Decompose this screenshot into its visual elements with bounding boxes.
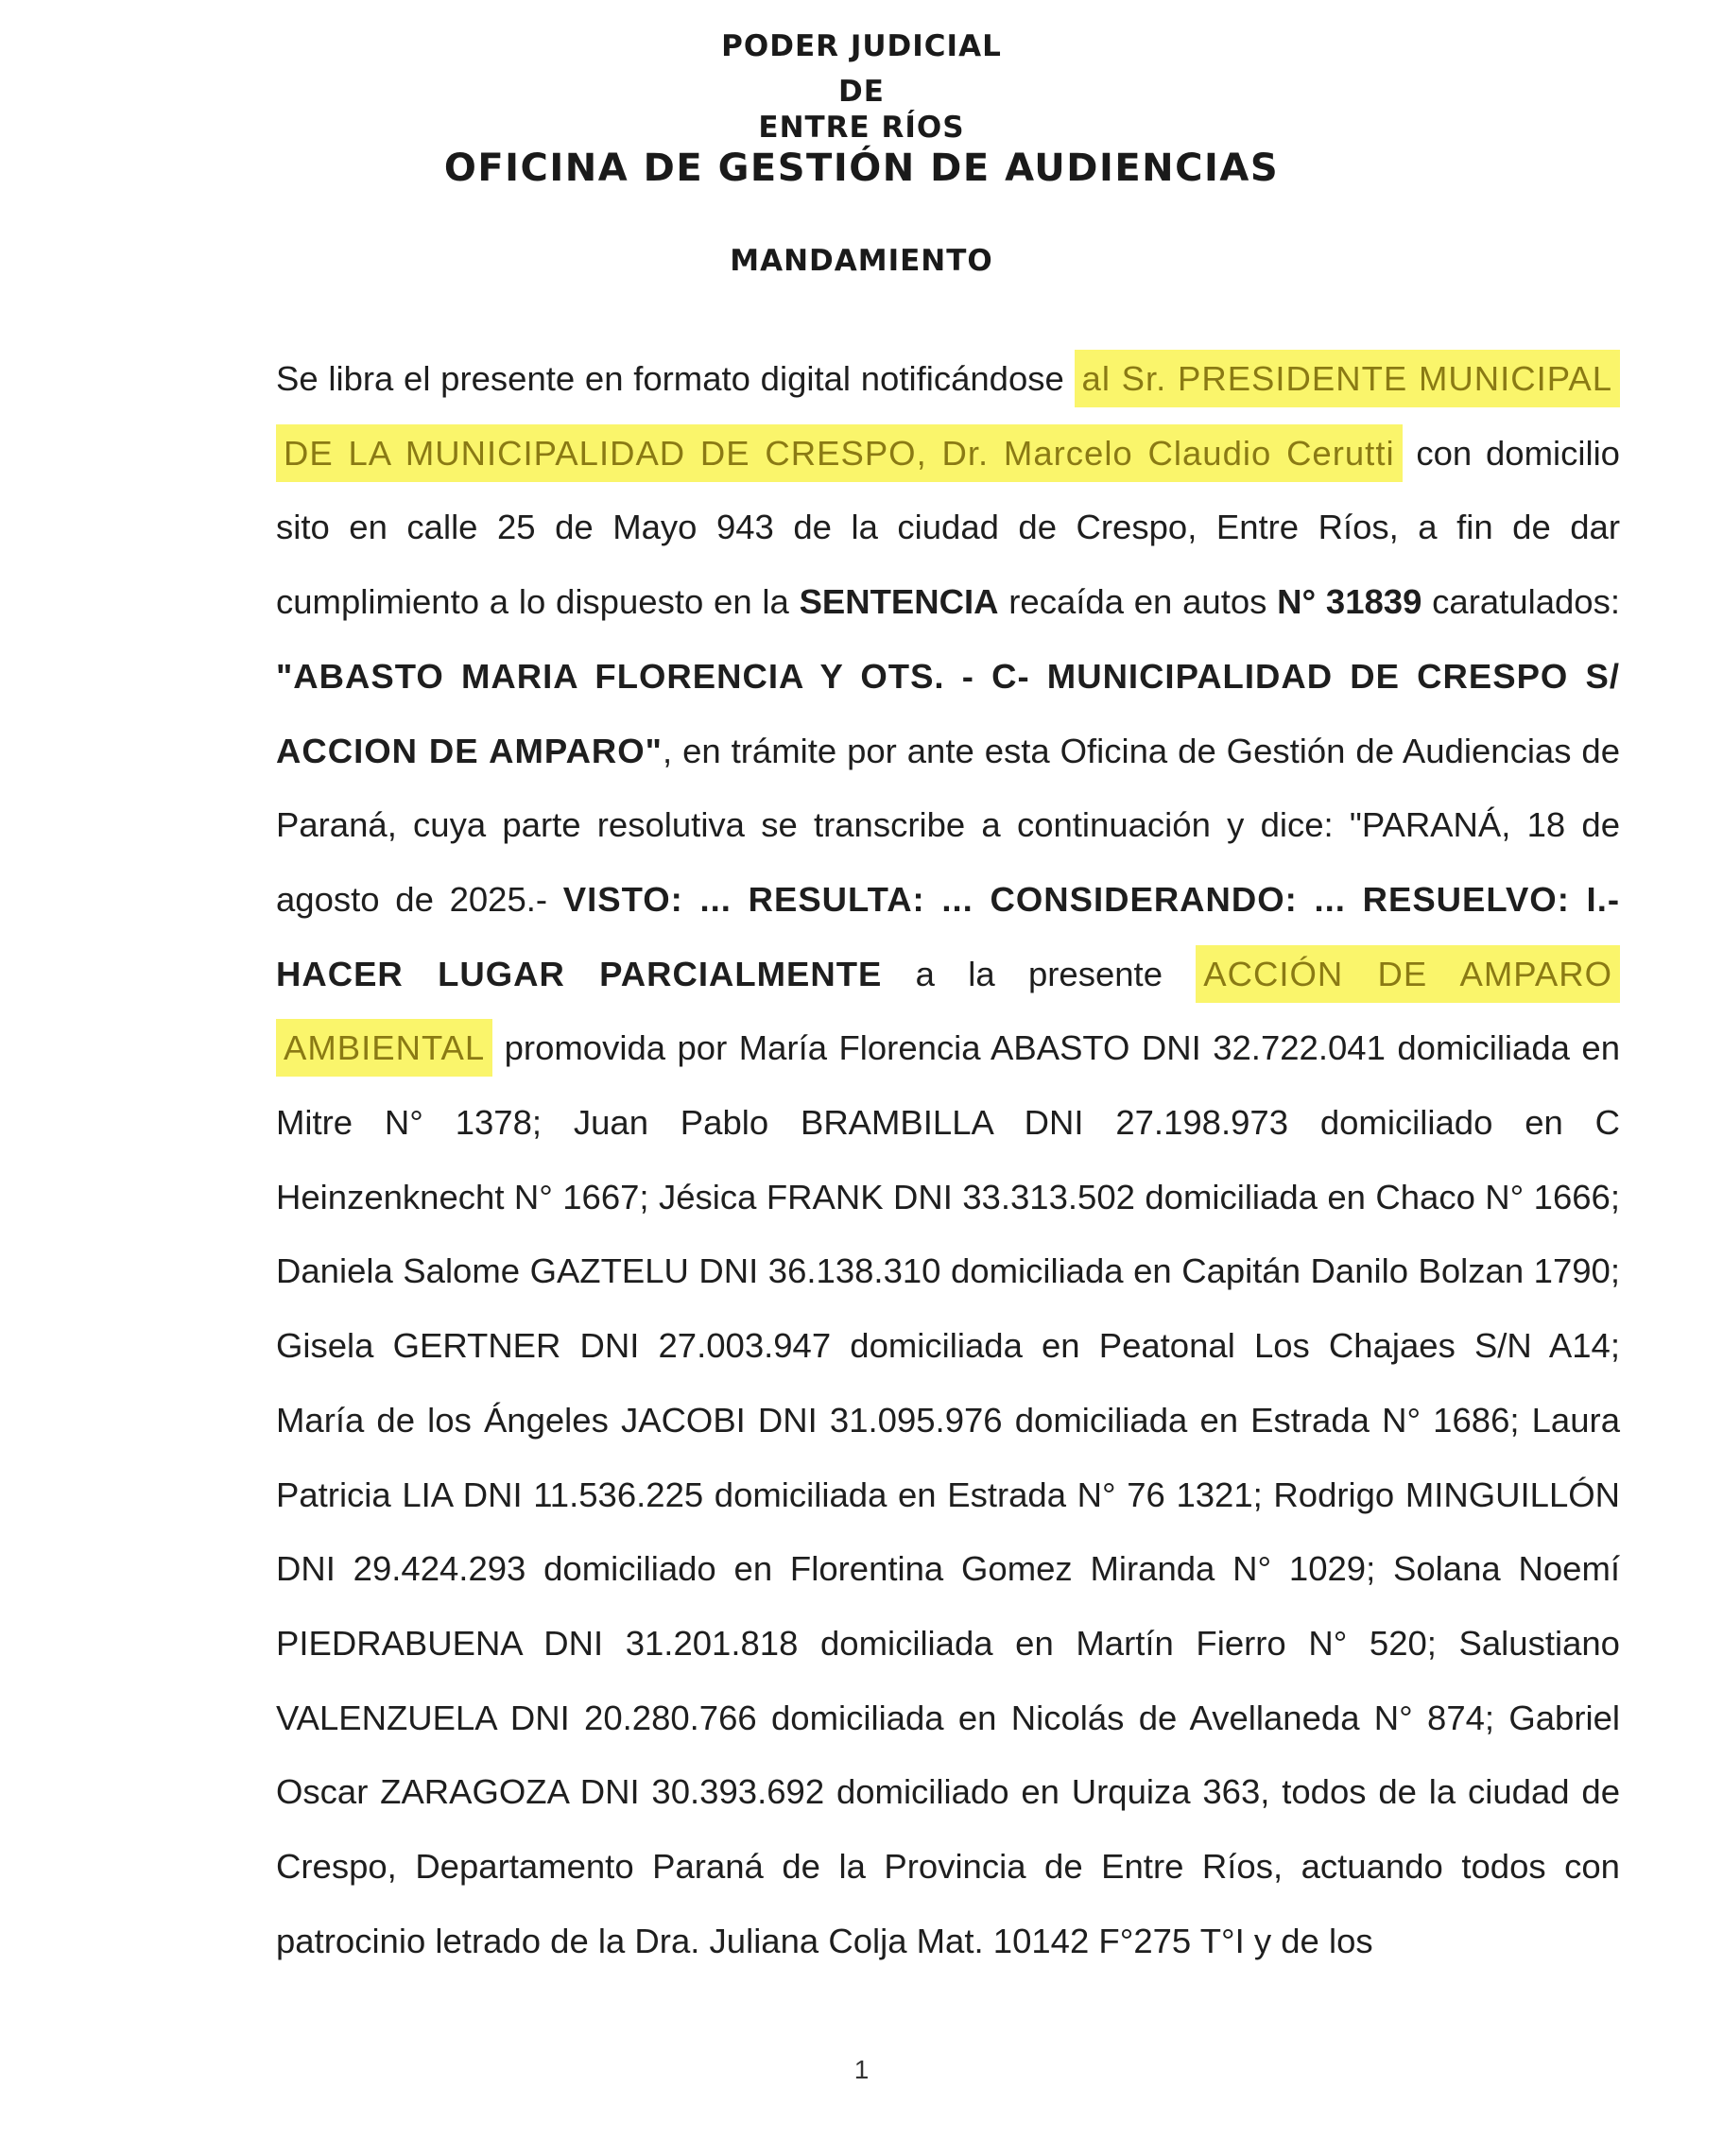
bold-resolution-headings: VISTO: ... RESULTA: ... CONSIDERANDO: ... RESUELVO: I.- HACER LUGAR PARCIALMENTE bbox=[276, 879, 1620, 993]
bold-case-title: "ABASTO MARIA FLORENCIA Y OTS. - C- MUNICIPALIDAD DE CRESPO S/ ACCION DE AMPARO" bbox=[276, 656, 1620, 770]
body-text-segment: con domicilio sito en calle 25 de Mayo 943 de la ciudad de Crespo, Entre Ríos, a fin de dar cumplimiento a lo dispuesto en la bbox=[276, 433, 1620, 622]
header-office-name: OFICINA DE GESTIÓN DE AUDIENCIAS bbox=[443, 147, 1280, 190]
document-body bbox=[276, 342, 1620, 1978]
header-line-poder-judicial: PODER JUDICIAL bbox=[721, 29, 1002, 63]
page-number: 1 bbox=[853, 2055, 870, 2084]
bold-case-number: N° 31839 bbox=[1277, 582, 1422, 622]
document-title: MANDAMIENTO bbox=[730, 244, 993, 278]
body-text-segment: recaída en autos bbox=[998, 582, 1278, 622]
body-text-segment: promovida por María Florencia ABASTO DNI 32.722.041 domiciliada en Mitre N° 1378; Juan Pablo BRAMBILLA DNI 27.198.973 domiciliado en C Heinzenknecht N° 1667; Jésica FRANK DNI 33.313.502 domiciliada en Chaco N° 1666; Daniela Salome GAZTELU DNI 36.138.310 domiciliada en Capitán Danilo Bolzan 1790; Gisela GERTNER DNI 27.003.947 domiciliada en Peatonal Los Chajaes S/N A14; María de los Ángeles JACOBI DNI 31.095.976 domiciliada en Estrada N° 1686; Laura Patricia LIA DNI 11.536.225 domiciliada en Estrada N° 76 1321; Rodrigo MINGUILLÓN DNI 29.424.293 domiciliado en Florentina Gomez Miranda N° 1029; Solana Noemí PIEDRABUENA DNI 31.201.818 domiciliada en Martín Fierro N° 520; Salustiano VALENZUELA DNI 20.280.766 domiciliada en Nicolás de Avellaneda N° 874; Gabriel Oscar ZARAGOZA DNI 30.393.692 domiciliado en Urquiza 363, todos de la ciudad de Crespo, Departamento Paraná de la Provincia de Entre Ríos, actuando todos con patrocinio letrado de la Dra. Juliana Colja Mat. 10142 F°275 T°I y de los bbox=[276, 1028, 1620, 1960]
body-text-segment: caratulados: bbox=[1421, 582, 1620, 622]
body-paragraph bbox=[276, 342, 1620, 1978]
body-text-segment: , en trámite por ante esta Oficina de Gestión de Audiencias de Paraná, cuya parte resolutiva se transcribe a continuación y dice: "PARANÁ, 18 de agosto de 2025.- bbox=[276, 731, 1621, 919]
header-line-de: DE bbox=[838, 75, 885, 109]
header-line-entre-rios: ENTRE RÍOS bbox=[758, 111, 965, 145]
bold-sentencia: SENTENCIA bbox=[799, 582, 999, 622]
highlighted-action-type: ACCIÓN DE AMPARO AMBIENTAL bbox=[276, 945, 1620, 1078]
body-text-segment: a la presente bbox=[882, 954, 1197, 993]
highlighted-recipient: al Sr. PRESIDENTE MUNICIPAL DE LA MUNICIPALIDAD DE CRESPO, Dr. Marcelo Claudio Cerutti bbox=[276, 350, 1620, 482]
body-text-segment: Se libra el presente en formato digital notificándose bbox=[276, 359, 1075, 398]
